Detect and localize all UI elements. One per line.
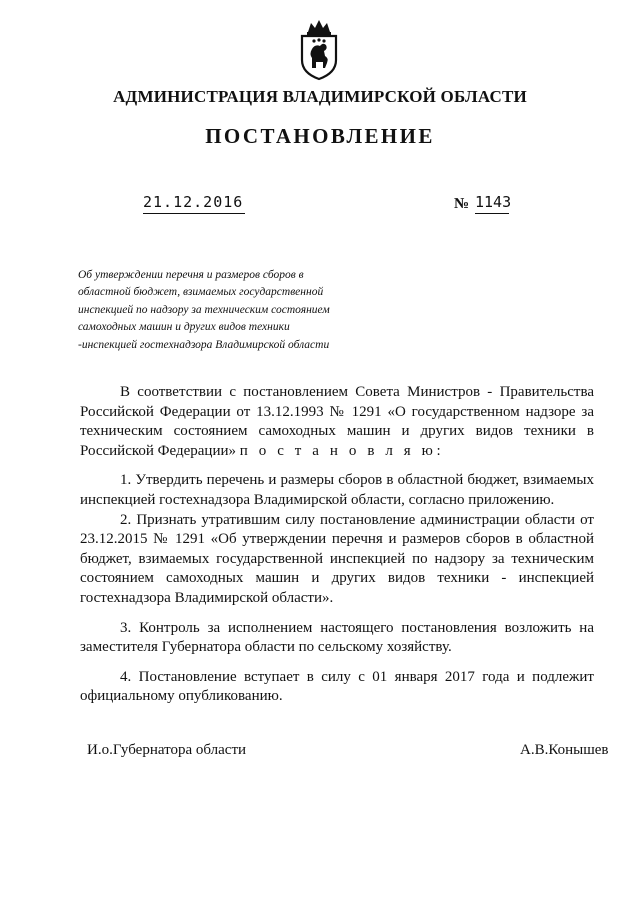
organization-title: АДМИНИСТРАЦИЯ ВЛАДИМИРСКОЙ ОБЛАСТИ (113, 87, 527, 106)
signatory-name: А.В.Конышев (520, 742, 609, 758)
subject-line: Об утверждении перечня и размеров сборов в (78, 269, 304, 281)
document-subject (78, 267, 378, 354)
signatory-role: И.о.Губернатора области (87, 742, 247, 758)
item-paragraph: 3. Контроль за исполнением настоящего постановления возложить на заместителя Губернатора области по сельскому хозяйству. (80, 619, 594, 656)
document-number: 1143 (475, 193, 509, 214)
item-paragraph: 4. Постановление вступает в силу с 01 января 2017 года и подлежит официальному опубликованию. (80, 668, 594, 705)
document-body (80, 383, 594, 707)
coat-of-arms-icon (294, 18, 344, 82)
number-sign: № (454, 196, 470, 212)
item-paragraph: 1. Утвердить перечень и размеры сборов в областной бюджет, взимаемых инспекцией гостехнадзора Владимирской области, согласно приложению. (80, 472, 594, 508)
document-date: 21.12.2016 (143, 193, 245, 214)
subject-line: инспекцией по надзору за техническим состоянием (78, 303, 330, 316)
preamble-paragraph (80, 383, 594, 461)
subject-line: самоходных машин и других видов техники (78, 321, 290, 334)
preamble-text: В соответствии с постановлением Совета Министров - Правительства Российской Федерации от 13.12.1993 № 1291 «О государственном надзоре за техническим состоянием самоходных машин и других видов техники в Российской Федерации» (80, 384, 594, 459)
decree-word: п о с т а н о в л я ю: (239, 442, 445, 459)
subject-line: областной бюджет, взимаемых государственной (78, 286, 324, 299)
subject-line: -инспекцией гостехнадзора Владимирской области (78, 338, 330, 351)
document-type: ПОСТАНОВЛЕНИЕ (205, 124, 435, 148)
item-paragraph: 2. Признать утратившим силу постановление администрации области от 23.12.2015 № 1291 «Об утверждении перечня и размеров сборов в областной бюджет, взимаемых государственной инспекцией по надзору за техническим состоянием самоходных машин и других видов техники - инспекцией гостехнадзора Владимирской области». (80, 511, 594, 606)
